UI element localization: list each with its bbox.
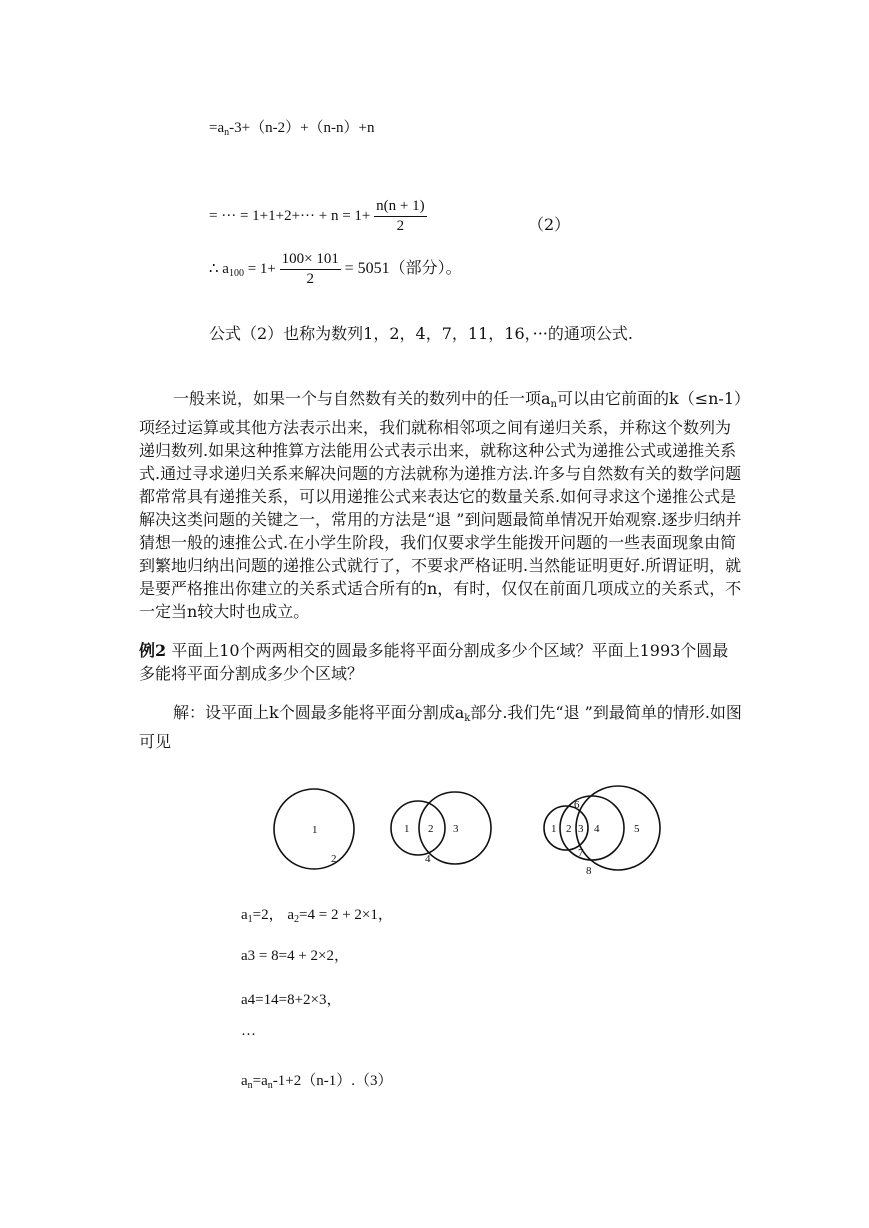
solution-paragraph bbox=[139, 701, 744, 753]
formula-3-therefore: ∴ a bbox=[209, 260, 229, 277]
fig3-label-2: 2 bbox=[566, 823, 572, 835]
fig3-label-5: 5 bbox=[634, 823, 640, 835]
equation-a3: a3 = 8=4 + 2×2， bbox=[241, 948, 349, 964]
eq1-b: =2， a bbox=[252, 907, 295, 923]
example-text: 平面上10个两两相交的圆最多能将平面分割成多少个区域？平面上1993个圆最多能将平面分割成多少个区域？ bbox=[139, 641, 729, 683]
formula-2-denominator: 2 bbox=[396, 218, 405, 234]
eq5-b: =a bbox=[252, 1073, 268, 1089]
formula-line-2 bbox=[209, 198, 427, 235]
formula-2-tag: （2） bbox=[528, 215, 571, 234]
formula-line-1 bbox=[209, 116, 375, 138]
formula-3-fraction bbox=[280, 251, 341, 288]
fig2-circle-left bbox=[391, 801, 445, 855]
circles-figure bbox=[0, 770, 869, 890]
formula-line-3 bbox=[209, 251, 462, 288]
formula-3-mid: = 1+ bbox=[243, 260, 276, 277]
eq1-sub2: 2 bbox=[294, 914, 300, 925]
fig1-label-2: 2 bbox=[331, 853, 337, 865]
fig1-label-1: 1 bbox=[312, 824, 318, 836]
example-label: 例2 bbox=[139, 641, 167, 660]
fig3-label-3: 3 bbox=[578, 823, 584, 835]
formula-1-post: -3+（n-2）+（n-n）+n bbox=[229, 120, 375, 136]
formula-3-numerator: 100× 101 bbox=[280, 251, 341, 270]
paragraph-recursion bbox=[139, 387, 744, 623]
paragraph-1-sub: n bbox=[550, 399, 557, 410]
formula-3-denominator: 2 bbox=[306, 271, 314, 287]
eq5-sub2: n bbox=[267, 1080, 273, 1091]
equation-a4: a4=14=8+2×3， bbox=[241, 992, 342, 1008]
eq1-c: =4 = 2 + 2×1， bbox=[299, 907, 393, 923]
fig2-label-1: 1 bbox=[404, 823, 410, 835]
paragraph-1-part-a: 一般来说，如果一个与自然数有关的数列中的任一项a bbox=[173, 389, 551, 408]
equation-a1-a2 bbox=[241, 903, 393, 925]
solution-part-a: 解：设平面上k个圆最多能将平面分割成a bbox=[173, 703, 465, 722]
eq5-a: a bbox=[241, 1073, 248, 1089]
equation-an bbox=[241, 1069, 393, 1091]
eq1-sub1: 1 bbox=[247, 914, 253, 925]
equation-ellipsis: ··· bbox=[241, 1027, 256, 1043]
eq5-c: -1+2（n-1）.（3） bbox=[272, 1073, 393, 1089]
formula-1-sub: n bbox=[224, 127, 230, 138]
formula-3-sub: 100 bbox=[228, 267, 244, 279]
fig3-label-7: 7 bbox=[578, 847, 584, 859]
formula-2-fraction bbox=[374, 198, 426, 235]
formula-3-post: = 5051（部分）。 bbox=[344, 259, 462, 277]
fig3-label-4: 4 bbox=[594, 823, 600, 835]
fig3-label-8: 8 bbox=[586, 865, 592, 877]
paragraph-1-part-b: 可以由它前面的k（≤n-1）项经过运算或其他方法表示出来，我们就称相邻项之间有递归关系，并称这个数列为递归数列.如果这种推算方法能用公式表示出来，就称这种公式为递推公式或递推关系式.通过寻求递归关系来解决问题的方法就称为递推方法.许多与自然数有关的数学问题都常常具有递推关系，可以用递推公式来表达它的数量关系.如何寻求这个递推公式是解决这类问题的关键之一，常用的方法是“退 ”到问题最简单情况开始观察.逐步归纳并猜想一般的速推公式.在小学生阶段，我们仅要求学生能拨开问题的一些表面现象由简到繁地归纳出问题的递推公式就行了，不要求严格证明.当然能证明更好.所谓证明，就是要严格推出你建立的关系式适合所有的n，有时，仅仅在前面几项成立的关系式，不一定当n较大时也成立。 bbox=[139, 389, 742, 621]
eq5-sub1: n bbox=[247, 1080, 253, 1091]
fig2-label-2: 2 bbox=[428, 823, 434, 835]
eq1-a: a bbox=[241, 907, 248, 923]
fig2-label-4: 4 bbox=[425, 853, 431, 865]
formula-2-lhs: = ··· = 1+1+2+··· + n = 1+ bbox=[209, 207, 371, 224]
fig3-label-1: 1 bbox=[551, 823, 557, 835]
fig2-label-3: 3 bbox=[453, 823, 459, 835]
formula-1-pre: =a bbox=[209, 120, 225, 136]
formula-note: 公式（2）也称为数列1，2，4，7，11，16，···的通项公式. bbox=[209, 324, 633, 343]
solution-part-b: 部分.我们先“退 ”到最简单的情形.如图可见 bbox=[139, 703, 742, 751]
example-2 bbox=[139, 639, 744, 685]
formula-2-numerator: n(n + 1) bbox=[374, 198, 426, 217]
solution-sub: k bbox=[464, 713, 471, 724]
fig3-label-6: 6 bbox=[574, 799, 580, 811]
